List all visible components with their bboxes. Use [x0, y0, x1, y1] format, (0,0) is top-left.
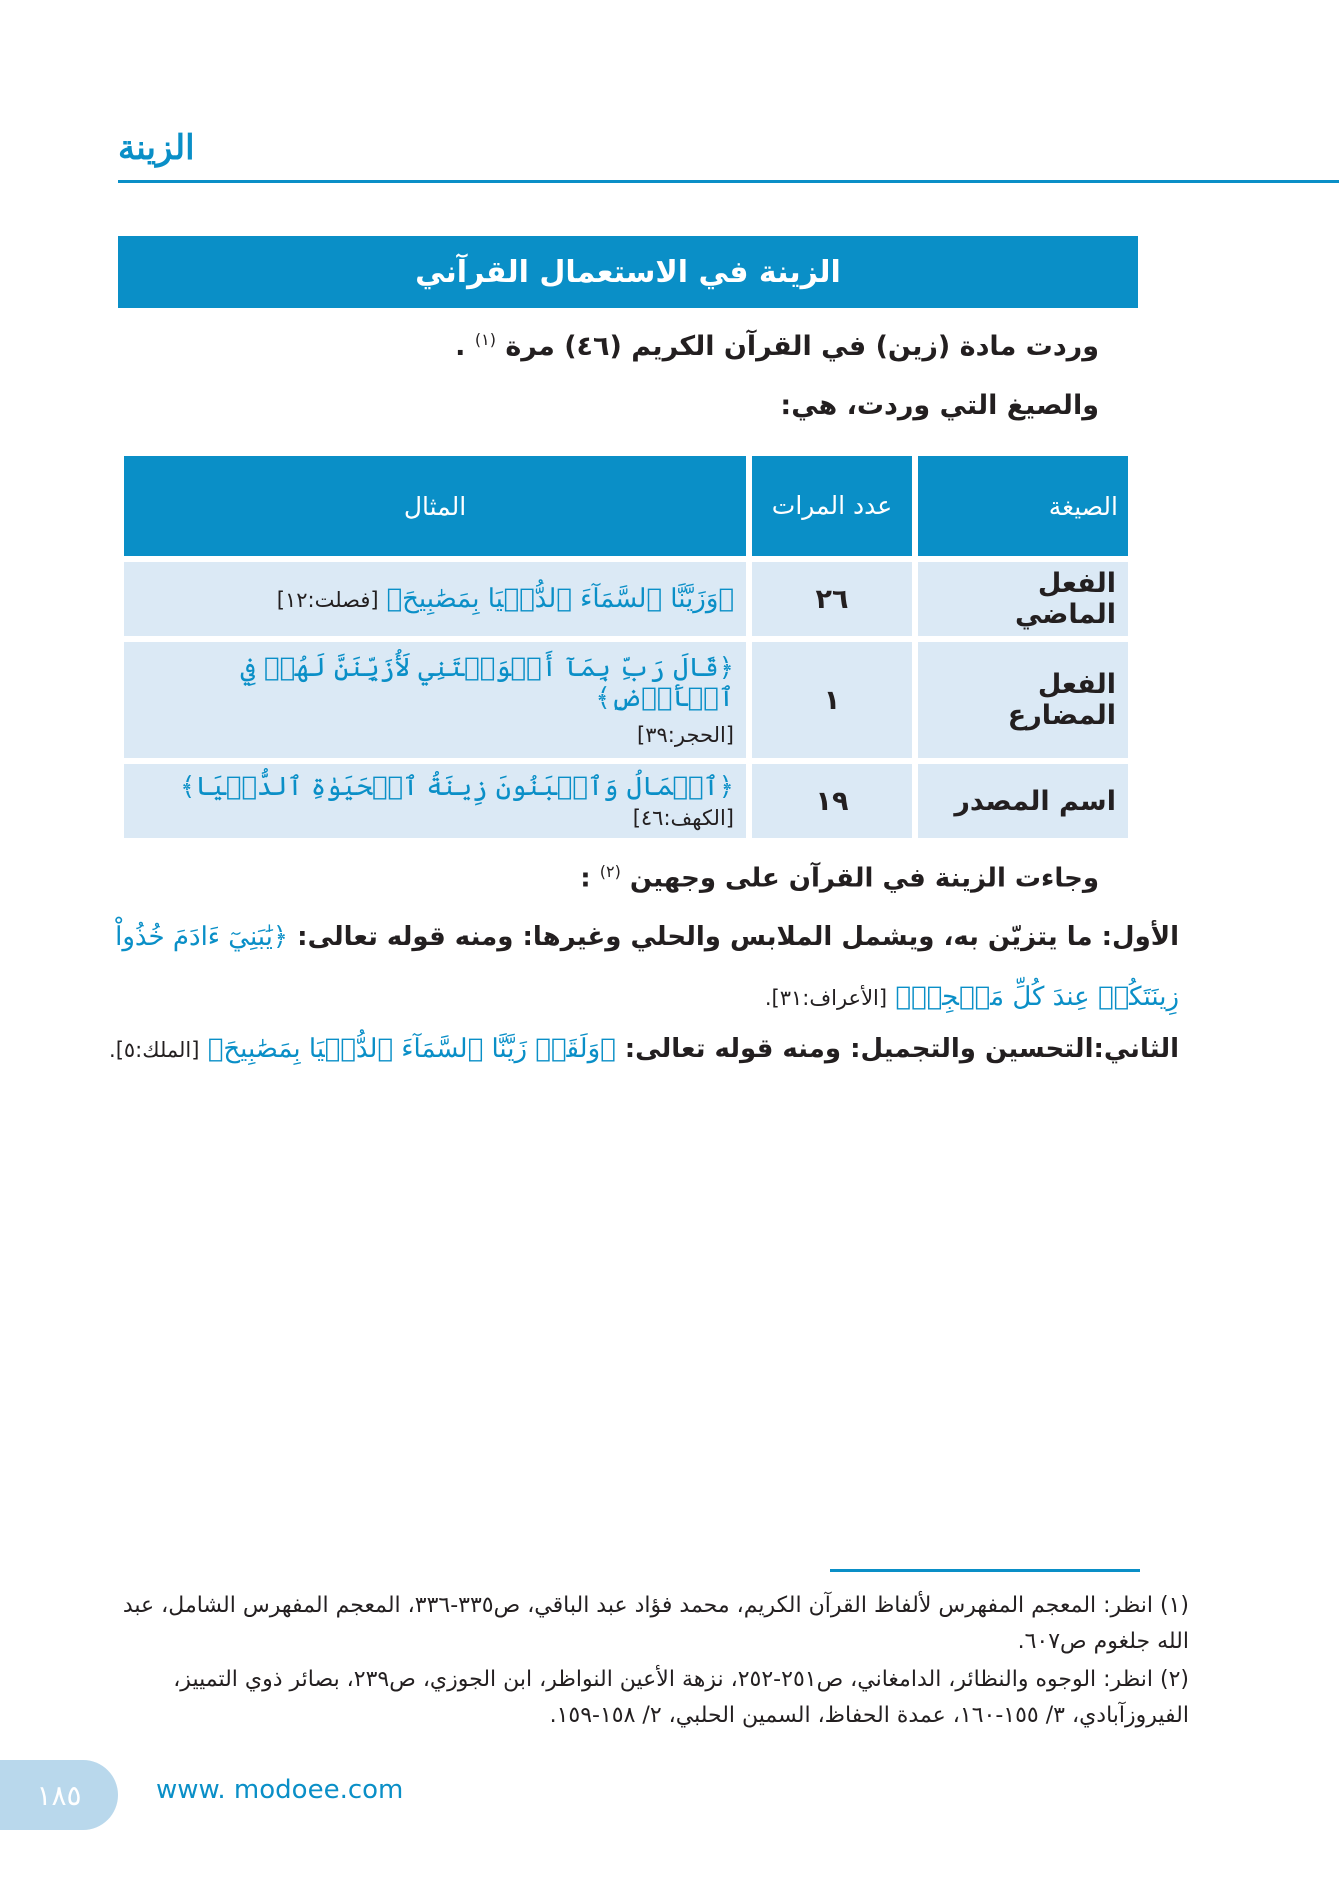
example-cell: [124, 642, 746, 758]
first-verse-reference: [الأعراف:٣١].: [764, 986, 888, 1010]
website-link[interactable]: www. modoee.com: [156, 1775, 404, 1805]
second-meaning-label: الثاني:: [1093, 1034, 1179, 1064]
intro-end: .: [455, 331, 466, 362]
header-form: الصيغة: [918, 456, 1128, 556]
table-row: [124, 764, 1128, 838]
meanings-intro: [580, 862, 1099, 894]
second-verse-reference: [الملك:٥].: [109, 1038, 200, 1062]
forms-table: [118, 450, 1134, 844]
table-row: [124, 642, 1128, 758]
verse-text: ﴿قَالَ رَبِّ بِمَآ أَغۡوَيۡتَنِي لَأُزَيِّنَنَّ لَهُمۡ فِي ٱلۡأَرۡضِ﴾: [240, 653, 734, 713]
form-cell: اسم المصدر: [918, 764, 1128, 838]
verse-text: ﴿وَزَيَّنَّا ٱلسَّمَآءَ ٱلدُّنۡيَا بِمَصَٰبِيحَ﴾: [386, 584, 734, 614]
header-example: المثال: [124, 456, 746, 556]
table-row: [124, 562, 1128, 636]
first-verse-end: زِينَتَكُمۡ عِندَ كُلِّ مَسۡجِدٖ﴾: [895, 982, 1179, 1012]
verse-reference: [فصلت:١٢]: [276, 588, 379, 612]
verse-reference: [الكهف:٤٦]: [632, 805, 734, 830]
count-cell: ١٩: [752, 764, 912, 838]
verse-text: ﴿ٱلۡمَالُ وَٱلۡبَنُونَ زِينَةُ ٱلۡحَيَوٰةِ ٱلدُّنۡيَا﴾: [180, 771, 734, 802]
header-count: عدد المرات: [752, 456, 912, 556]
section-title: الزينة في الاستعمال القرآني: [118, 236, 1138, 308]
footnote-text: انظر: الوجوه والنظائر، الدامغاني، ص٢٥١-٢٥٢، نزهة الأعين النواظر، ابن الجوزي، ص٢٣٩، بصائر ذوي التمييز، الفيروزآبادي، ٣/ ١٥٥-١٦٠، عمدة الحفاظ، السمين الحلبي، ٢/ ١٥٨-١٥٩.: [173, 1667, 1189, 1728]
footnote-ref-2[interactable]: (٢): [599, 862, 621, 881]
first-meaning-label: الأول:: [1101, 922, 1179, 952]
first-verse-start: ﴿يَٰبَنِيٓ ءَادَمَ خُذُواْ: [115, 922, 289, 952]
second-verse: ﴿وَلَقَدۡ زَيَّنَّا ٱلسَّمَآءَ ٱلدُّنۡيَا بِمَصَٰبِيحَ﴾: [207, 1034, 616, 1064]
header-rule: [118, 180, 1339, 183]
first-meaning-continued: [765, 982, 1179, 1012]
meanings-intro-end: :: [580, 863, 591, 894]
footnote-2: [119, 1662, 1189, 1734]
footnote-rule: [830, 1569, 1140, 1572]
footnote-number: (٢): [1159, 1667, 1189, 1692]
count-cell: ١: [752, 642, 912, 758]
footnote-ref-1[interactable]: (١): [474, 330, 496, 349]
running-head: الزينة: [118, 128, 195, 168]
first-meaning: [115, 922, 1179, 952]
second-meaning: [109, 1034, 1179, 1064]
count-cell: ٢٦: [752, 562, 912, 636]
intro-line-2: والصيغ التي وردت، هي:: [780, 390, 1099, 421]
form-cell: الفعل الماضي: [918, 562, 1128, 636]
form-cell: الفعل المضارع: [918, 642, 1128, 758]
page-number: ١٨٥: [0, 1760, 118, 1830]
meanings-intro-text: وجاءت الزينة في القرآن على وجهين: [629, 863, 1099, 894]
intro-line-1: [455, 330, 1099, 362]
intro-text: وردت مادة (زين) في القرآن الكريم (٤٦) مرة: [505, 331, 1099, 362]
footnote-number: (١): [1159, 1593, 1189, 1618]
footnote-text: انظر: المعجم المفهرس لألفاظ القرآن الكريم، محمد فؤاد عبد الباقي، ص٣٣٥-٣٣٦، المعجم المفهرس الشامل، عبد الله جلغوم ص٦٠٧.: [122, 1593, 1189, 1654]
verse-reference: [الحجر:٣٩]: [637, 723, 734, 747]
second-meaning-text: التحسين والتجميل: ومنه قوله تعالى:: [615, 1034, 1094, 1064]
first-meaning-text: ما يتزيّن به، ويشمل الملابس والحلي وغيرها: ومنه قوله تعالى:: [288, 922, 1102, 952]
footnote-1: [119, 1588, 1189, 1660]
example-cell: [124, 764, 746, 838]
example-cell: [124, 562, 746, 636]
